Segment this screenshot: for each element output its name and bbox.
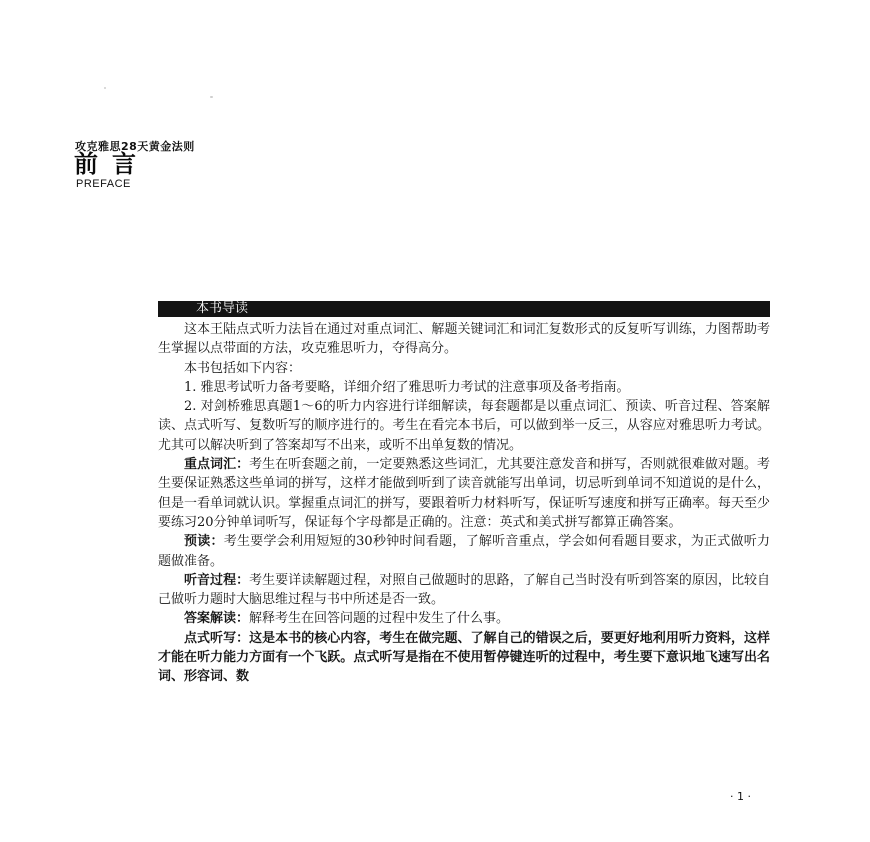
series-title: 攻克雅思28天黄金法则 xyxy=(75,140,195,153)
paragraph-text: 这本王陆点式听力法旨在通过对重点词汇、解题关键词汇和词汇复数形式的反复听写训练，力图帮助考生掌握以点带面的方法，攻克雅思听力，夺得高分。 xyxy=(158,322,770,357)
paragraph xyxy=(158,320,770,359)
paragraph-term: 听音过程： xyxy=(184,572,250,588)
paragraph-term: 答案解读： xyxy=(184,611,250,627)
paragraph xyxy=(158,532,770,571)
chapter-title: 前言 xyxy=(74,149,150,178)
paragraph-text: 考生要学会利用短短的30秒钟时间看题，了解听音重点，学会如何看题目要求，为正式做听力题做准备。 xyxy=(158,534,770,569)
paragraph xyxy=(158,359,770,378)
paragraph xyxy=(158,629,770,687)
paragraph-term: 点式听写： xyxy=(184,630,250,646)
section-heading-bar xyxy=(158,301,770,317)
paragraph-text: 2. 对剑桥雅思真题1～6的听力内容进行详细解读，每套题都是以重点词汇、预读、听音过程、答案解读、点式听写、复数听写的顺序进行的。考生在看完本书后，可以做到举一反三，从容应对雅思听力考试。尤其可以解决听到了答案却写不出来，或听不出单复数的情况。 xyxy=(158,399,770,453)
paragraph-term: 预读： xyxy=(184,534,224,550)
page-number: · 1 · xyxy=(730,790,751,803)
chapter-subtitle: PREFACE xyxy=(76,178,131,190)
paragraph-text: 本书包括如下内容： xyxy=(184,360,302,376)
scan-speck xyxy=(104,87,106,89)
paragraph-text: 1. 雅思考试听力备考要略，详细介绍了雅思听力考试的注意事项及备考指南。 xyxy=(184,379,630,395)
scan-speck xyxy=(210,96,213,98)
paragraph-term: 重点词汇： xyxy=(184,457,250,473)
body-text xyxy=(158,320,770,687)
paragraph xyxy=(158,571,770,610)
paragraph-text: 考生在听套题之前，一定要熟悉这些词汇，尤其要注意发音和拼写，否则就很难做对题。考生要保证熟悉这些单词的拼写，这样才能做到听到了读音就能写出单词，切忌听到单词不知道说的是什么，但是一看单词就认识。掌握重点词汇的拼写，要跟着听力材料听写，保证听写速度和拼写正确率。每天至少要练习20分钟单词听写，保证每个字母都是正确的。注意：英式和美式拼写都算正确答案。 xyxy=(158,457,770,530)
paragraph-text: 解释考生在回答问题的过程中发生了什么事。 xyxy=(249,611,510,627)
paragraph xyxy=(158,378,770,397)
paragraph xyxy=(158,609,770,628)
section-heading: 本书导读 xyxy=(196,301,249,316)
paragraph-text: 考生要详读解题过程，对照自己做题时的思路，了解自己当时没有听到答案的原因，比较自己做听力题时大脑思维过程与书中所述是否一致。 xyxy=(158,572,770,608)
paragraph xyxy=(158,397,770,455)
paragraph-text: 这是本书的核心内容，考生在做完题、了解自己的错误之后，要更好地利用听力资料，这样才能在听力能力方面有一个飞跃。点式听写是指在不使用暂停键连听的过程中，考生要下意识地飞速写出名词、形容词、数 xyxy=(158,630,770,685)
paragraph xyxy=(158,455,770,532)
